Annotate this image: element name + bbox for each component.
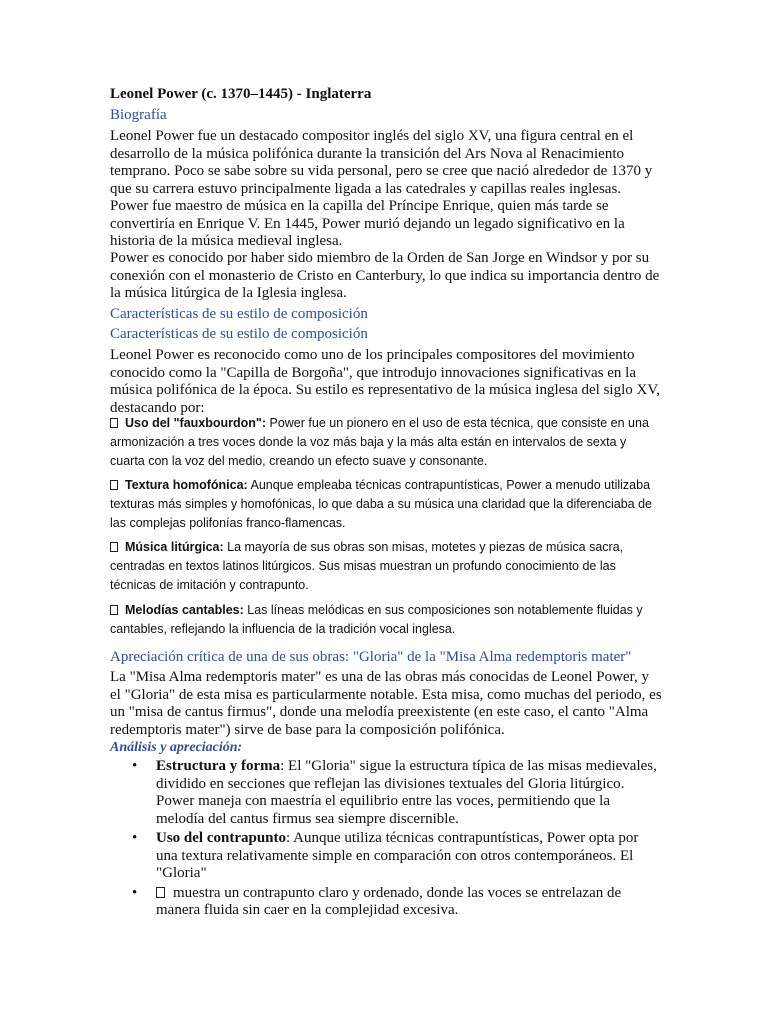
checkbox-glyph-icon (156, 887, 165, 898)
analysis-text: : Aunque utiliza técnicas contrapuntísticas, Power opta por una textura relativamente simple en comparación con otros contemporáneos. El "Gloria" (156, 830, 639, 881)
style-heading-2: Características de su estilo de composición (110, 326, 368, 342)
analysis-label: Uso del contrapunto (156, 830, 287, 846)
style-intro-paragraph: Leonel Power es reconocido como uno de los principales compositores del movimiento conocido como la "Capilla de Borgoña", que introdujo innovaciones significativas en la música polifónica de la época. Su estilo es representativo de la música inglesa del siglo XV, destacando por: (110, 347, 660, 416)
list-item (110, 758, 662, 828)
feature-label: Uso del "fauxbourdon": (125, 416, 267, 430)
feature-label: Melodías cantables: (125, 603, 244, 617)
style-heading-1: Características de su estilo de composición (110, 306, 368, 322)
checkbox-glyph-icon (110, 542, 118, 552)
feature-item (110, 476, 662, 533)
analysis-heading: Análisis y apreciación: (110, 740, 243, 755)
feature-item (110, 414, 662, 471)
bullet-icon: • (132, 830, 138, 846)
feature-text: Las líneas melódicas en sus composiciones son notablemente fluidas y cantables, reflejando la influencia de la tradición vocal inglesa. (110, 603, 643, 636)
feature-text: La mayoría de sus obras son misas, motetes y piezas de música sacra, centradas en textos latinos litúrgicos. Sus misas muestran un profundo conocimiento de las técnicas de imitación y contrapunto. (110, 540, 624, 592)
feature-item (110, 538, 662, 595)
feature-item (110, 601, 662, 639)
feature-text: Power fue un pionero en el uso de esta técnica, que consiste en una armonización a tres voces donde la voz más baja y la más alta están en intervalos de sexta y cuarta con la voz del medio, creando un efecto suave y consonante. (110, 416, 649, 468)
feature-text: Aunque empleaba técnicas contrapuntísticas, Power a menudo utilizaba texturas más simples y homofónicas, lo que daba a su música una claridad que la diferenciaba de las complejas polifonías franco-flamencas. (110, 478, 652, 530)
biography-paragraph-2: Power es conocido por haber sido miembro de la Orden de San Jorge en Windsor y por su conexión con el monasterio de Cristo en Canterbury, lo que indica su importancia dentro de la música litúrgica de la Iglesia inglesa. (110, 250, 660, 301)
checkbox-glyph-icon (110, 605, 118, 615)
page-title: Leonel Power (c. 1370–1445) - Inglaterra (110, 86, 372, 102)
analysis-text: : El "Gloria" sigue la estructura típica de las misas medievales, dividido en secciones que reflejan las divisiones textuales del Gloria litúrgico. Power maneja con maestría el equilibrio entre las voces, permitiendo que la melodía del cantus firmus sea siempre discernible. (156, 758, 657, 827)
feature-label: Textura homofónica: (125, 478, 248, 492)
analysis-label: Estructura y forma (156, 758, 281, 774)
list-item (110, 830, 662, 883)
biography-paragraph-1: Leonel Power fue un destacado compositor inglés del siglo XV, una figura central en el desarrollo de la música polifónica durante la transición del Ars Nova al Renacimiento temprano. Poco se sabe sobre su vida personal, pero se cree que nació alrededor de 1370 y que su carrera estuvo principalmente ligada a las catedrales y capillas reales inglesas. Power fue maestro de música en la capilla del Príncipe Enrique, quien más tarde se convertiría en Enrique V. En 1445, Power murió dejando un legado significativo en la historia de la música medieval inglesa. (110, 128, 653, 249)
bullet-icon: • (132, 758, 138, 774)
feature-label: Música litúrgica: (125, 540, 224, 554)
analysis-text: muestra un contrapunto claro y ordenado, donde las voces se entrelazan de manera fluida sin caer en la complejidad excesiva. (156, 884, 622, 918)
biography-heading: Biografía (110, 107, 167, 123)
list-item (110, 885, 662, 920)
critique-heading: Apreciación crítica de una de sus obras: "Gloria" de la "Misa Alma redemptoris mater" (110, 649, 632, 665)
analysis-list (110, 758, 662, 922)
checkbox-glyph-icon (110, 418, 118, 428)
bullet-icon: • (132, 884, 138, 901)
checkbox-glyph-icon (110, 480, 118, 490)
critique-paragraph: La "Misa Alma redemptoris mater" es una de las obras más conocidas de Leonel Power, y el "Gloria" de esta misa es particularmente notable. Esta misa, como muchas del periodo, es un "misa de cantus firmus", donde una melodía preexistente (en este caso, el canto "Alma redemptoris mater") sirve de base para la composición polifónica. (110, 669, 662, 738)
